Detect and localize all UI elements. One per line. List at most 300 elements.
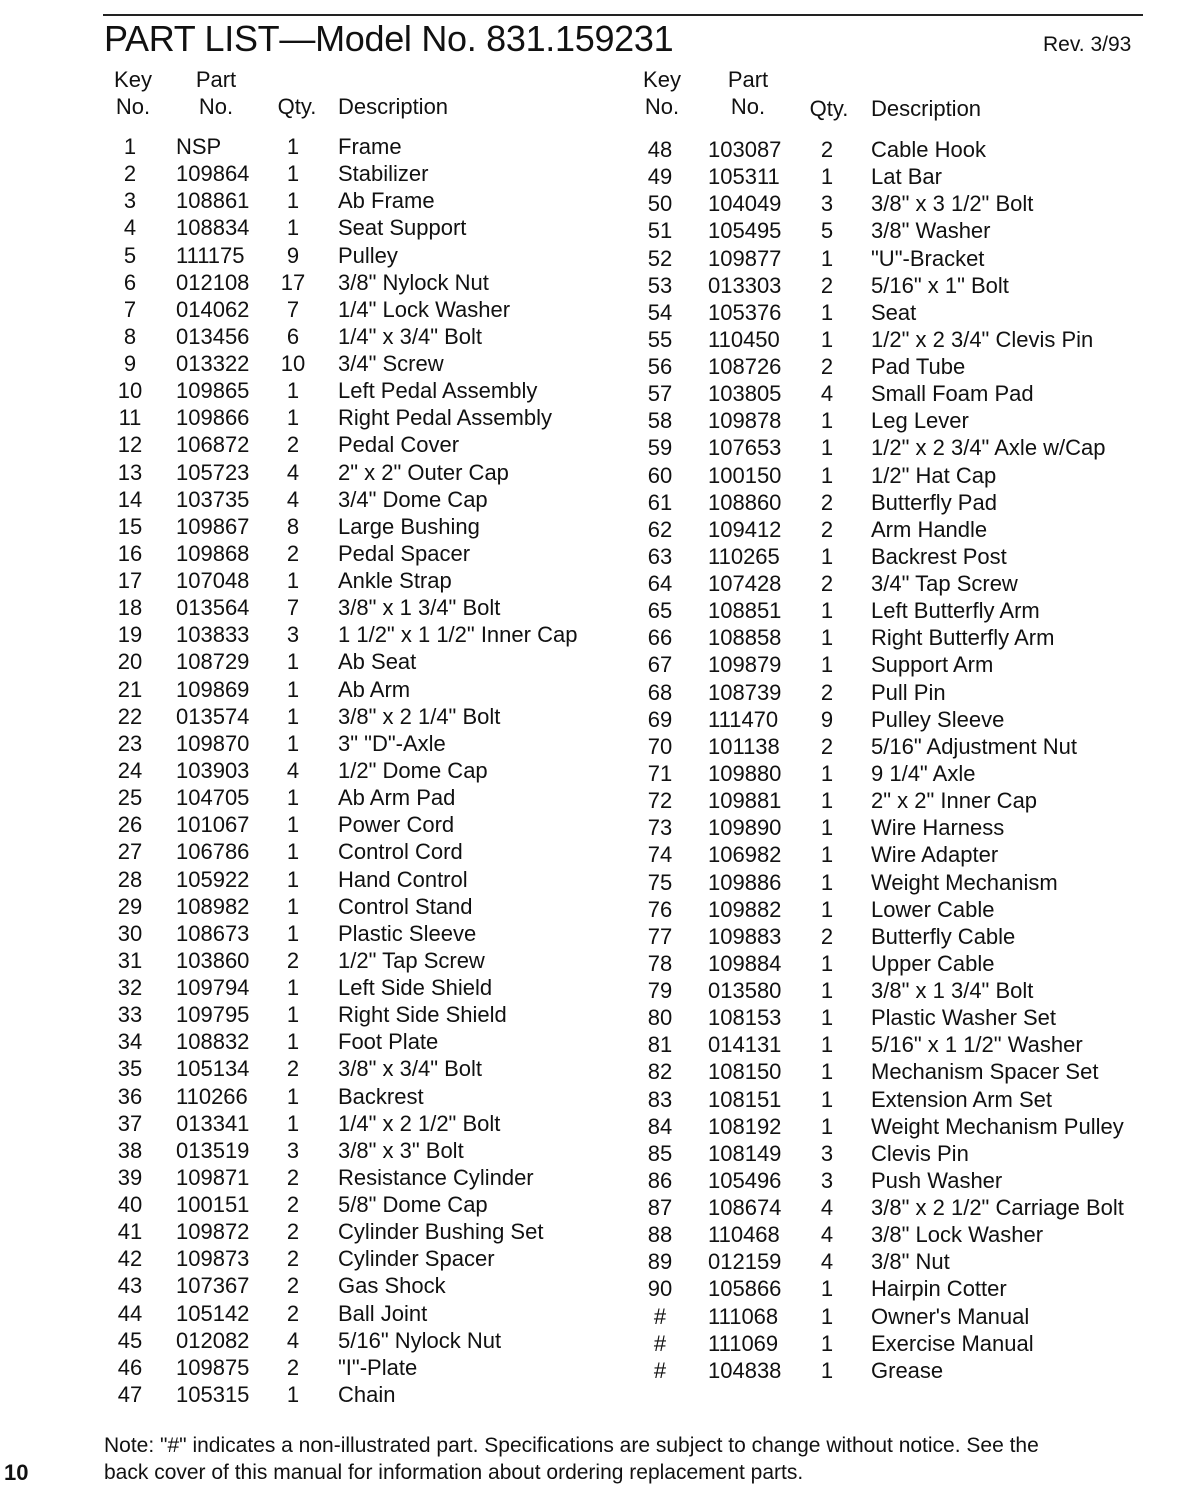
key-number: 16 (117, 540, 143, 566)
quantity: 1 (820, 164, 834, 190)
description: Lower Cable (871, 896, 995, 922)
key-number: 11 (118, 405, 142, 431)
part-number: 105315 (176, 1381, 250, 1407)
part-number: 104838 (708, 1357, 782, 1383)
description: Frame (338, 134, 402, 159)
key-number: 87 (647, 1195, 673, 1221)
description: Ab Seat (338, 649, 417, 675)
description: Owner's Manual (871, 1303, 1030, 1329)
key-number: 43 (117, 1273, 143, 1299)
key-number: 26 (117, 812, 143, 838)
description: 3/8" Lock Washer (871, 1222, 1044, 1248)
key-number: 85 (647, 1140, 673, 1166)
right-qty-header: Qty. (809, 96, 849, 121)
description: Small Foam Pad (871, 381, 1034, 407)
quantity: 3 (286, 1137, 300, 1163)
quantity: 2 (820, 516, 834, 542)
part-number: 108982 (176, 893, 250, 919)
part-number: 013564 (176, 595, 250, 621)
description: 5/16" x 1 1/2" Washer (871, 1032, 1083, 1058)
part-number: 107048 (176, 568, 250, 594)
quantity: 1 (820, 625, 834, 651)
quantity: 7 (286, 595, 300, 621)
part-number: 106786 (176, 839, 250, 865)
description: 3/8" Nylock Nut (338, 269, 489, 295)
part-number: 109880 (708, 760, 782, 786)
quantity: 2 (286, 947, 300, 973)
quantity: 1 (820, 543, 834, 569)
description: Control Cord (338, 839, 463, 865)
part-number: 109867 (176, 513, 250, 539)
quantity: 1 (286, 920, 300, 946)
key-number: 29 (117, 893, 143, 919)
description: Lat Bar (871, 164, 942, 190)
part-number: 108861 (176, 188, 250, 214)
key-number: 81 (647, 1032, 673, 1058)
description: 2" x 2" Inner Cap (871, 788, 1038, 814)
part-number: 108860 (708, 489, 782, 515)
key-number: 42 (117, 1246, 143, 1272)
quantity: 1 (820, 652, 834, 678)
quantity: 2 (820, 272, 834, 298)
key-number: 7 (123, 296, 137, 322)
description: Plastic Washer Set (871, 1005, 1057, 1031)
key-number: 79 (647, 978, 673, 1004)
description: Ankle Strap (338, 568, 452, 594)
quantity: 1 (286, 1083, 300, 1109)
part-number: 108150 (708, 1059, 782, 1085)
key-number: 49 (647, 164, 673, 190)
part-number: 109882 (708, 896, 782, 922)
key-number: 76 (647, 896, 673, 922)
part-number: 108739 (708, 679, 782, 705)
part-number: 014062 (176, 296, 250, 322)
description: 1/2" Tap Screw (338, 947, 485, 973)
quantity: 4 (820, 1195, 834, 1221)
part-number: 111069 (708, 1330, 779, 1356)
description: Upper Cable (871, 950, 995, 976)
part-number: 109868 (176, 540, 250, 566)
quantity: 9 (286, 242, 300, 268)
part-number: 105922 (176, 866, 250, 892)
part-number: 012159 (708, 1249, 782, 1275)
quantity: 3 (820, 191, 834, 217)
part-number: 108858 (708, 625, 782, 651)
description: 5/16" Adjustment Nut (871, 733, 1077, 759)
part-number: 110450 (708, 326, 780, 352)
part-number: 103833 (176, 622, 250, 648)
key-number: 24 (117, 757, 143, 783)
quantity: 1 (820, 1005, 834, 1031)
quantity: 1 (820, 896, 834, 922)
key-number: 80 (647, 1005, 673, 1031)
left-qty-header: Qty. (277, 94, 317, 119)
key-number: 53 (647, 272, 673, 298)
part-number: 109883 (708, 923, 782, 949)
part-number: NSP (176, 134, 222, 159)
quantity: 1 (820, 1357, 834, 1383)
right-key-header: Key No. (643, 67, 681, 119)
key-number: 65 (647, 598, 673, 624)
key-number: 69 (647, 706, 673, 732)
note-line-2: back cover of this manual for information about ordering replacement parts. (104, 1461, 804, 1484)
key-number: 44 (117, 1300, 143, 1326)
quantity: 4 (820, 381, 834, 407)
key-number: 38 (117, 1137, 143, 1163)
key-number: # (653, 1303, 667, 1329)
part-number: 110265 (708, 543, 780, 569)
key-number: 62 (647, 516, 673, 542)
part-number: 109877 (708, 245, 782, 271)
quantity: 1 (286, 676, 300, 702)
part-number: 108153 (708, 1005, 782, 1031)
description: Clevis Pin (871, 1140, 969, 1166)
key-number: 3 (123, 188, 137, 214)
part-number: 108192 (708, 1113, 782, 1139)
description: Arm Handle (871, 516, 988, 542)
part-number: 013303 (708, 272, 782, 298)
part-number: 110266 (176, 1083, 248, 1109)
key-number: 8 (123, 323, 137, 349)
part-number: 110468 (708, 1222, 780, 1248)
key-number: 9 (123, 351, 137, 377)
quantity: 2 (820, 923, 834, 949)
quantity: 4 (820, 1249, 834, 1275)
quantity: 2 (286, 1192, 300, 1218)
description: Leg Lever (871, 408, 969, 434)
quantity: 4 (820, 1222, 834, 1248)
description: Mechanism Spacer Set (871, 1059, 1099, 1085)
key-number: 27 (117, 839, 143, 865)
quantity: 1 (820, 978, 834, 1004)
description: Pad Tube (871, 354, 966, 380)
part-number: 012108 (176, 269, 250, 295)
quantity: 1 (286, 568, 300, 594)
quantity: 8 (286, 513, 300, 539)
quantity: 2 (286, 1164, 300, 1190)
description: Ab Frame (338, 188, 435, 214)
quantity: 4 (286, 1327, 300, 1353)
quantity: 1 (286, 730, 300, 756)
description: 3/8" x 3" Bolt (338, 1137, 464, 1163)
key-number: 6 (123, 269, 137, 295)
key-number: 22 (117, 703, 143, 729)
part-number: 109865 (176, 378, 250, 404)
description: 1 1/2" x 1 1/2" Inner Cap (338, 622, 578, 648)
part-number: 108149 (708, 1140, 782, 1166)
key-number: 15 (117, 513, 143, 539)
part-number: 109866 (176, 405, 250, 431)
description: Cylinder Bushing Set (338, 1219, 544, 1245)
footer-note (104, 1432, 1134, 1486)
part-number: 101067 (176, 812, 250, 838)
quantity: 2 (820, 679, 834, 705)
key-number: 33 (117, 1002, 143, 1028)
quantity: 10 (280, 351, 306, 377)
key-number: 77 (647, 923, 673, 949)
part-number: 108832 (176, 1029, 250, 1055)
description: Cylinder Spacer (338, 1246, 495, 1272)
key-number: 10 (117, 378, 143, 404)
description: Pedal Cover (338, 432, 460, 458)
top-rule (103, 14, 1143, 16)
part-number: 014131 (708, 1032, 782, 1058)
quantity: 4 (286, 459, 300, 485)
description: Cable Hook (871, 137, 986, 162)
description: Butterfly Cable (871, 923, 1016, 949)
description: 3/8" Nut (871, 1249, 950, 1275)
part-number: 105142 (176, 1300, 250, 1326)
description: 3/8" x 2 1/4" Bolt (338, 703, 501, 729)
part-number: 103087 (708, 137, 782, 162)
quantity: 1 (286, 785, 300, 811)
key-number: 52 (647, 245, 673, 271)
description: 1/2" Dome Cap (338, 757, 488, 783)
key-number: 75 (647, 869, 673, 895)
left-description-header: Description (338, 94, 449, 119)
quantity: 1 (820, 1032, 834, 1058)
description: Backrest (338, 1083, 424, 1109)
description: Pulley Sleeve (871, 706, 1005, 732)
part-number: 100151 (176, 1192, 250, 1218)
part-number: 106872 (176, 432, 250, 458)
description: 3/4" Dome Cap (338, 486, 488, 512)
quantity: 1 (286, 1381, 300, 1407)
left-part-header: Part No. (195, 67, 237, 119)
key-number: 40 (117, 1192, 143, 1218)
key-number: 68 (647, 679, 673, 705)
description: Seat (871, 299, 917, 325)
part-number: 013519 (176, 1137, 250, 1163)
quantity: 1 (286, 134, 300, 159)
key-number: 72 (647, 788, 673, 814)
quantity: 2 (820, 733, 834, 759)
part-number: 104705 (176, 785, 250, 811)
quantity: 1 (820, 245, 834, 271)
right-description-header: Description (871, 96, 982, 121)
key-number: 50 (647, 191, 673, 217)
description: 3/8" x 3 1/2" Bolt (871, 191, 1034, 217)
key-number: 66 (647, 625, 673, 651)
quantity: 1 (820, 1330, 834, 1356)
part-number: 111175 (176, 242, 245, 268)
description: Pulley (338, 242, 398, 268)
quantity: 9 (820, 706, 834, 732)
part-number: 109878 (708, 408, 782, 434)
part-number: 109886 (708, 869, 782, 895)
part-number: 109412 (708, 516, 782, 542)
part-number: 109864 (176, 161, 250, 187)
key-number: 35 (117, 1056, 143, 1082)
description: Pull Pin (871, 679, 946, 705)
quantity: 1 (286, 839, 300, 865)
key-number: 5 (123, 242, 137, 268)
part-number: 105495 (708, 218, 782, 244)
key-number: 70 (647, 733, 673, 759)
key-number: 17 (117, 568, 143, 594)
part-number: 105866 (708, 1276, 782, 1302)
description: Control Stand (338, 893, 473, 919)
key-number: 58 (647, 408, 673, 434)
description: Wire Harness (871, 815, 1005, 841)
part-number: 105376 (708, 299, 782, 325)
description: Left Butterfly Arm (871, 598, 1040, 624)
quantity: 4 (286, 757, 300, 783)
quantity: 2 (286, 1300, 300, 1326)
part-number: 109873 (176, 1246, 250, 1272)
part-number: 107653 (708, 435, 782, 461)
quantity: 1 (286, 161, 300, 187)
description: Gas Shock (338, 1273, 446, 1299)
key-number: 82 (647, 1059, 673, 1085)
part-number: 103903 (176, 757, 250, 783)
quantity: 1 (286, 703, 300, 729)
key-number: 34 (117, 1029, 143, 1055)
description: Right Pedal Assembly (338, 405, 552, 431)
quantity: 1 (286, 893, 300, 919)
key-number: 71 (647, 760, 673, 786)
description: Resistance Cylinder (338, 1164, 534, 1190)
key-number: 48 (647, 137, 673, 162)
part-number: 108834 (176, 215, 250, 241)
description: Butterfly Pad (871, 489, 997, 515)
key-number: 74 (647, 842, 673, 868)
quantity: 3 (286, 622, 300, 648)
part-number: 108674 (708, 1195, 782, 1221)
key-number: # (653, 1357, 667, 1383)
part-number: 100150 (708, 462, 782, 488)
part-number: 101138 (708, 733, 780, 759)
description: 3" "D"-Axle (338, 730, 446, 756)
quantity: 1 (820, 1113, 834, 1139)
quantity: 1 (820, 1276, 834, 1302)
description: 1/2" Hat Cap (871, 462, 997, 488)
part-number: 013341 (176, 1110, 250, 1136)
key-number: 59 (647, 435, 673, 461)
quantity: 2 (286, 540, 300, 566)
part-number: 107428 (708, 571, 782, 597)
key-number: 23 (117, 730, 143, 756)
part-number: 109872 (176, 1219, 250, 1245)
part-number: 109795 (176, 1002, 250, 1028)
key-number: 88 (647, 1222, 673, 1248)
quantity: 1 (286, 975, 300, 1001)
description: Hand Control (338, 866, 468, 892)
quantity: 1 (286, 649, 300, 675)
part-number: 103805 (708, 381, 782, 407)
description: Weight Mechanism Pulley (871, 1113, 1124, 1139)
part-number: 111470 (708, 706, 779, 732)
part-number: 109794 (176, 975, 250, 1001)
part-number: 108729 (176, 649, 250, 675)
key-number: 78 (647, 950, 673, 976)
part-number: 111068 (708, 1303, 779, 1329)
quantity: 6 (286, 323, 300, 349)
description: Large Bushing (338, 513, 480, 539)
quantity: 5 (820, 218, 834, 244)
description: 1/4" Lock Washer (338, 296, 511, 322)
description: 1/4" x 2 1/2" Bolt (338, 1110, 501, 1136)
description: 3/4" Screw (338, 351, 444, 377)
quantity: 1 (820, 815, 834, 841)
description: 1/2" x 2 3/4" Clevis Pin (871, 326, 1094, 352)
key-number: 56 (647, 354, 673, 380)
quantity: 1 (286, 812, 300, 838)
key-number: 63 (647, 543, 673, 569)
quantity: 1 (820, 842, 834, 868)
key-number: 28 (117, 866, 143, 892)
key-number: 36 (117, 1083, 143, 1109)
part-number: 108151 (708, 1086, 782, 1112)
key-number: 19 (117, 622, 143, 648)
note-line-1: Note: "#" indicates a non-illustrated part. Specifications are subject to change without notice. See the (104, 1434, 1039, 1457)
quantity: 1 (820, 299, 834, 325)
quantity: 2 (286, 1219, 300, 1245)
quantity: 2 (820, 354, 834, 380)
quantity: 2 (820, 489, 834, 515)
key-number: 54 (647, 299, 673, 325)
description: 1/2" x 2 3/4" Axle w/Cap (871, 435, 1106, 461)
key-number: 20 (117, 649, 143, 675)
quantity: 1 (820, 598, 834, 624)
key-number: 60 (647, 462, 673, 488)
description: 9 1/4" Axle (871, 760, 976, 786)
key-number: # (653, 1330, 667, 1356)
description: 5/16" x 1" Bolt (871, 272, 1009, 298)
quantity: 1 (820, 1086, 834, 1112)
quantity: 1 (820, 788, 834, 814)
description: Ab Arm Pad (338, 785, 456, 811)
quantity: 2 (820, 137, 834, 162)
description: Right Butterfly Arm (871, 625, 1055, 651)
description: 3/8" Washer (871, 218, 991, 244)
description: Grease (871, 1357, 944, 1383)
key-number: 1 (123, 134, 137, 159)
quantity: 2 (286, 1354, 300, 1380)
quantity: 1 (286, 1110, 300, 1136)
part-number: 109881 (708, 788, 782, 814)
quantity: 4 (286, 486, 300, 512)
quantity: 17 (280, 269, 306, 295)
part-number: 013322 (176, 351, 250, 377)
key-number: 21 (117, 676, 143, 702)
description: Support Arm (871, 652, 994, 678)
description: Chain (338, 1381, 396, 1407)
quantity: 2 (286, 1056, 300, 1082)
description: Exercise Manual (871, 1330, 1034, 1356)
quantity: 1 (820, 869, 834, 895)
part-number: 103860 (176, 947, 250, 973)
description: Stabilizer (338, 161, 429, 187)
quantity: 1 (286, 1002, 300, 1028)
part-number: 013580 (708, 978, 782, 1004)
description: 5/8" Dome Cap (338, 1192, 488, 1218)
description: Left Pedal Assembly (338, 378, 538, 404)
key-number: 55 (647, 326, 673, 352)
key-number: 37 (117, 1110, 143, 1136)
part-number: 103735 (176, 486, 250, 512)
part-number: 108851 (708, 598, 782, 624)
key-number: 12 (117, 432, 143, 458)
quantity: 1 (286, 1029, 300, 1055)
part-number: 109875 (176, 1354, 250, 1380)
quantity: 1 (286, 405, 300, 431)
quantity: 2 (820, 571, 834, 597)
key-number: 57 (647, 381, 673, 407)
description: 2" x 2" Outer Cap (338, 459, 509, 485)
key-number: 89 (647, 1249, 673, 1275)
description: "I"-Plate (338, 1354, 418, 1380)
